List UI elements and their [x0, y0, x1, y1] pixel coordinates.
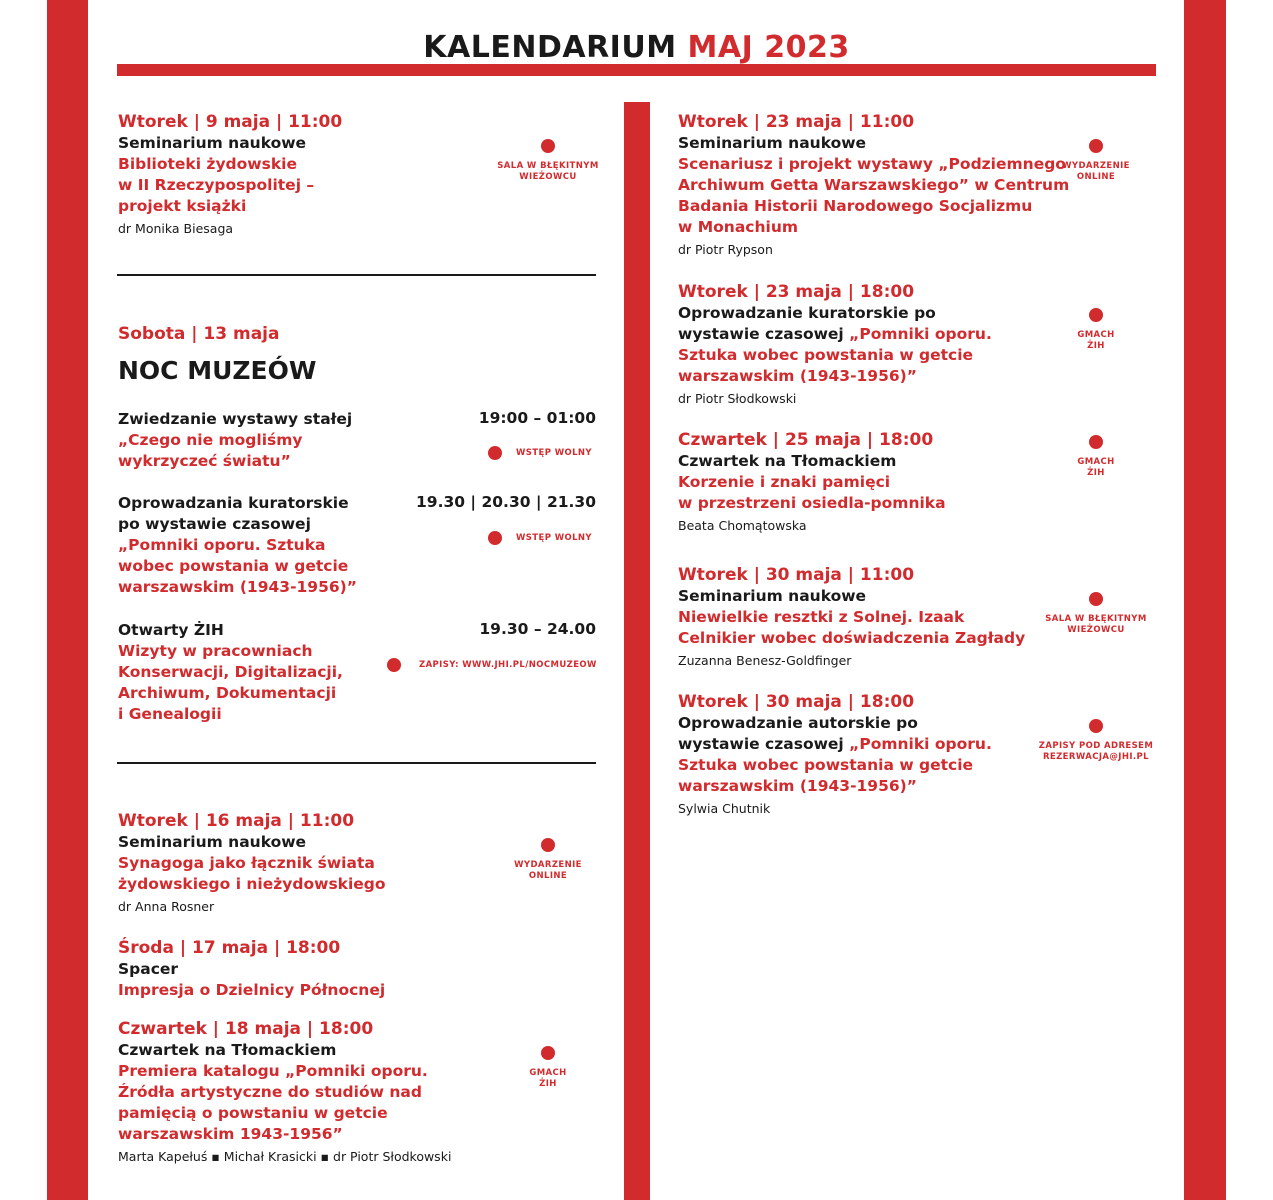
noc-item-1: Zwiedzanie wystawy stałej „Czego nie mogliśmy wykrzyczeć światu”: [118, 410, 353, 470]
event-18-maja: Czwartek | 18 maja | 18:00 Czwartek na Tłomackiem Premiera katalogu „Pomniki oporu. Źródła artystyczne do studiów nad pamięcią o powstaniu w getcie warszawskim 1943-1956” Marta Kapełuś ▪ Michał Krasicki ▪ dr Piotr Słodkowski: [118, 1019, 452, 1164]
red-dot-icon: [1089, 435, 1103, 449]
noc-muzeow-heading: NOC MUZEÓW: [118, 356, 317, 385]
event-date: Wtorek | 9 maja | 11:00: [118, 112, 343, 132]
divider: [117, 274, 596, 276]
event-23-maja-1800: Wtorek | 23 maja | 18:00 Oprowadzanie kuratorskie po wystawie czasowej „Pomniki oporu. Sztuka wobec powstania w getcie warszawskim (1943-1956)” dr Piotr Słodkowski: [678, 282, 992, 406]
event-title-line: Biblioteki żydowskie: [118, 155, 297, 173]
red-dot-icon: [1089, 719, 1103, 733]
event-location: WYDARZENIE ONLINE: [1036, 139, 1156, 183]
event-30-maja-1100: Wtorek | 30 maja | 11:00 Seminarium naukowe Niewielkie resztki z Solnej. Izaak Celnikier wobec doświadczenia Zagłady Zuzanna Benesz-Goldfinger: [678, 565, 1026, 668]
noc-item-3-time: 19.30 – 24.00: [479, 620, 596, 638]
title-month: MAJ 2023: [687, 30, 850, 65]
noc-item-1-location: WSTĘP WOLNY: [488, 446, 592, 460]
event-location: SALA W BŁĘKITNYM WIEŻOWCU: [488, 139, 608, 183]
noc-item-3-location: ZAPISY: WWW.JHI.PL/NOCMUZEOW: [387, 658, 597, 672]
noc-item-3: Otwarty ŻIH Wizyty w pracowniach Konserwacji, Digitalizacji, Archiwum, Dokumentacji i Genealogii: [118, 621, 343, 723]
header-underline: [117, 64, 1156, 76]
center-red-band: [624, 102, 650, 1200]
red-dot-icon: [387, 658, 401, 672]
event-title-line: projekt książki: [118, 197, 247, 215]
red-dot-icon: [488, 446, 502, 460]
event-9-maja: [118, 111, 342, 239]
divider: [117, 762, 596, 764]
event-location: GMACH ŻIH: [1036, 308, 1156, 352]
red-dot-icon: [541, 1046, 555, 1060]
red-dot-icon: [1089, 592, 1103, 606]
title-kalendarium: KALENDARIUM: [423, 30, 677, 65]
event-17-maja: Środa | 17 maja | 18:00 Spacer Impresja o Dzielnicy Północnej: [118, 938, 386, 999]
event-location: GMACH ŻIH: [488, 1046, 608, 1090]
event-type: Seminarium naukowe: [118, 134, 307, 152]
event-25-maja: Czwartek | 25 maja | 18:00 Czwartek na Tłomackiem Korzenie i znaki pamięci w przestrzeni osiedla-pomnika Beata Chomątowska: [678, 430, 946, 533]
event-location: WYDARZENIE ONLINE: [488, 838, 608, 882]
red-dot-icon: [1089, 308, 1103, 322]
event-23-maja-1100: Wtorek | 23 maja | 11:00 Seminarium naukowe Scenariusz i projekt wystawy „Podziemnego Archiwum Getta Warszawskiego” w Centrum Badania Historii Narodowego Socjalizmu w Monachium dr Piotr Rypson: [678, 112, 1070, 257]
red-dot-icon: [1089, 139, 1103, 153]
noc-item-2-time: 19.30 | 20.30 | 21.30: [416, 493, 596, 511]
event-location: GMACH ŻIH: [1036, 435, 1156, 479]
event-person: dr Monika Biesaga: [118, 221, 234, 236]
left-red-band: [47, 0, 88, 1200]
red-dot-icon: [488, 531, 502, 545]
event-30-maja-1800: Wtorek | 30 maja | 18:00 Oprowadzanie autorskie po wystawie czasowej „Pomniki oporu. Sztuka wobec powstania w getcie warszawskim (1943-1956)” Sylwia Chutnik: [678, 692, 992, 816]
red-dot-icon: [541, 838, 555, 852]
event-13-maja-date: Sobota | 13 maja: [118, 324, 280, 344]
red-dot-icon: [541, 139, 555, 153]
page-title: [117, 30, 1156, 65]
event-title-line: w II Rzeczypospolitej –: [118, 176, 315, 194]
right-red-band: [1184, 0, 1226, 1200]
noc-item-2: Oprowadzania kuratorskie po wystawie czasowej „Pomniki oporu. Sztuka wobec powstania w getcie warszawskim (1943-1956)”: [118, 494, 357, 596]
noc-item-1-time: 19:00 – 01:00: [478, 409, 596, 427]
event-location: ZAPISY POD ADRESEM REZERWACJA@JHI.PL: [1016, 719, 1176, 763]
event-location: SALA W BŁĘKITNYM WIEŻOWCU: [1036, 592, 1156, 636]
noc-item-2-location: WSTĘP WOLNY: [488, 531, 592, 545]
event-16-maja: Wtorek | 16 maja | 11:00 Seminarium naukowe Synagoga jako łącznik świata żydowskiego i nieżydowskiego dr Anna Rosner: [118, 811, 386, 914]
